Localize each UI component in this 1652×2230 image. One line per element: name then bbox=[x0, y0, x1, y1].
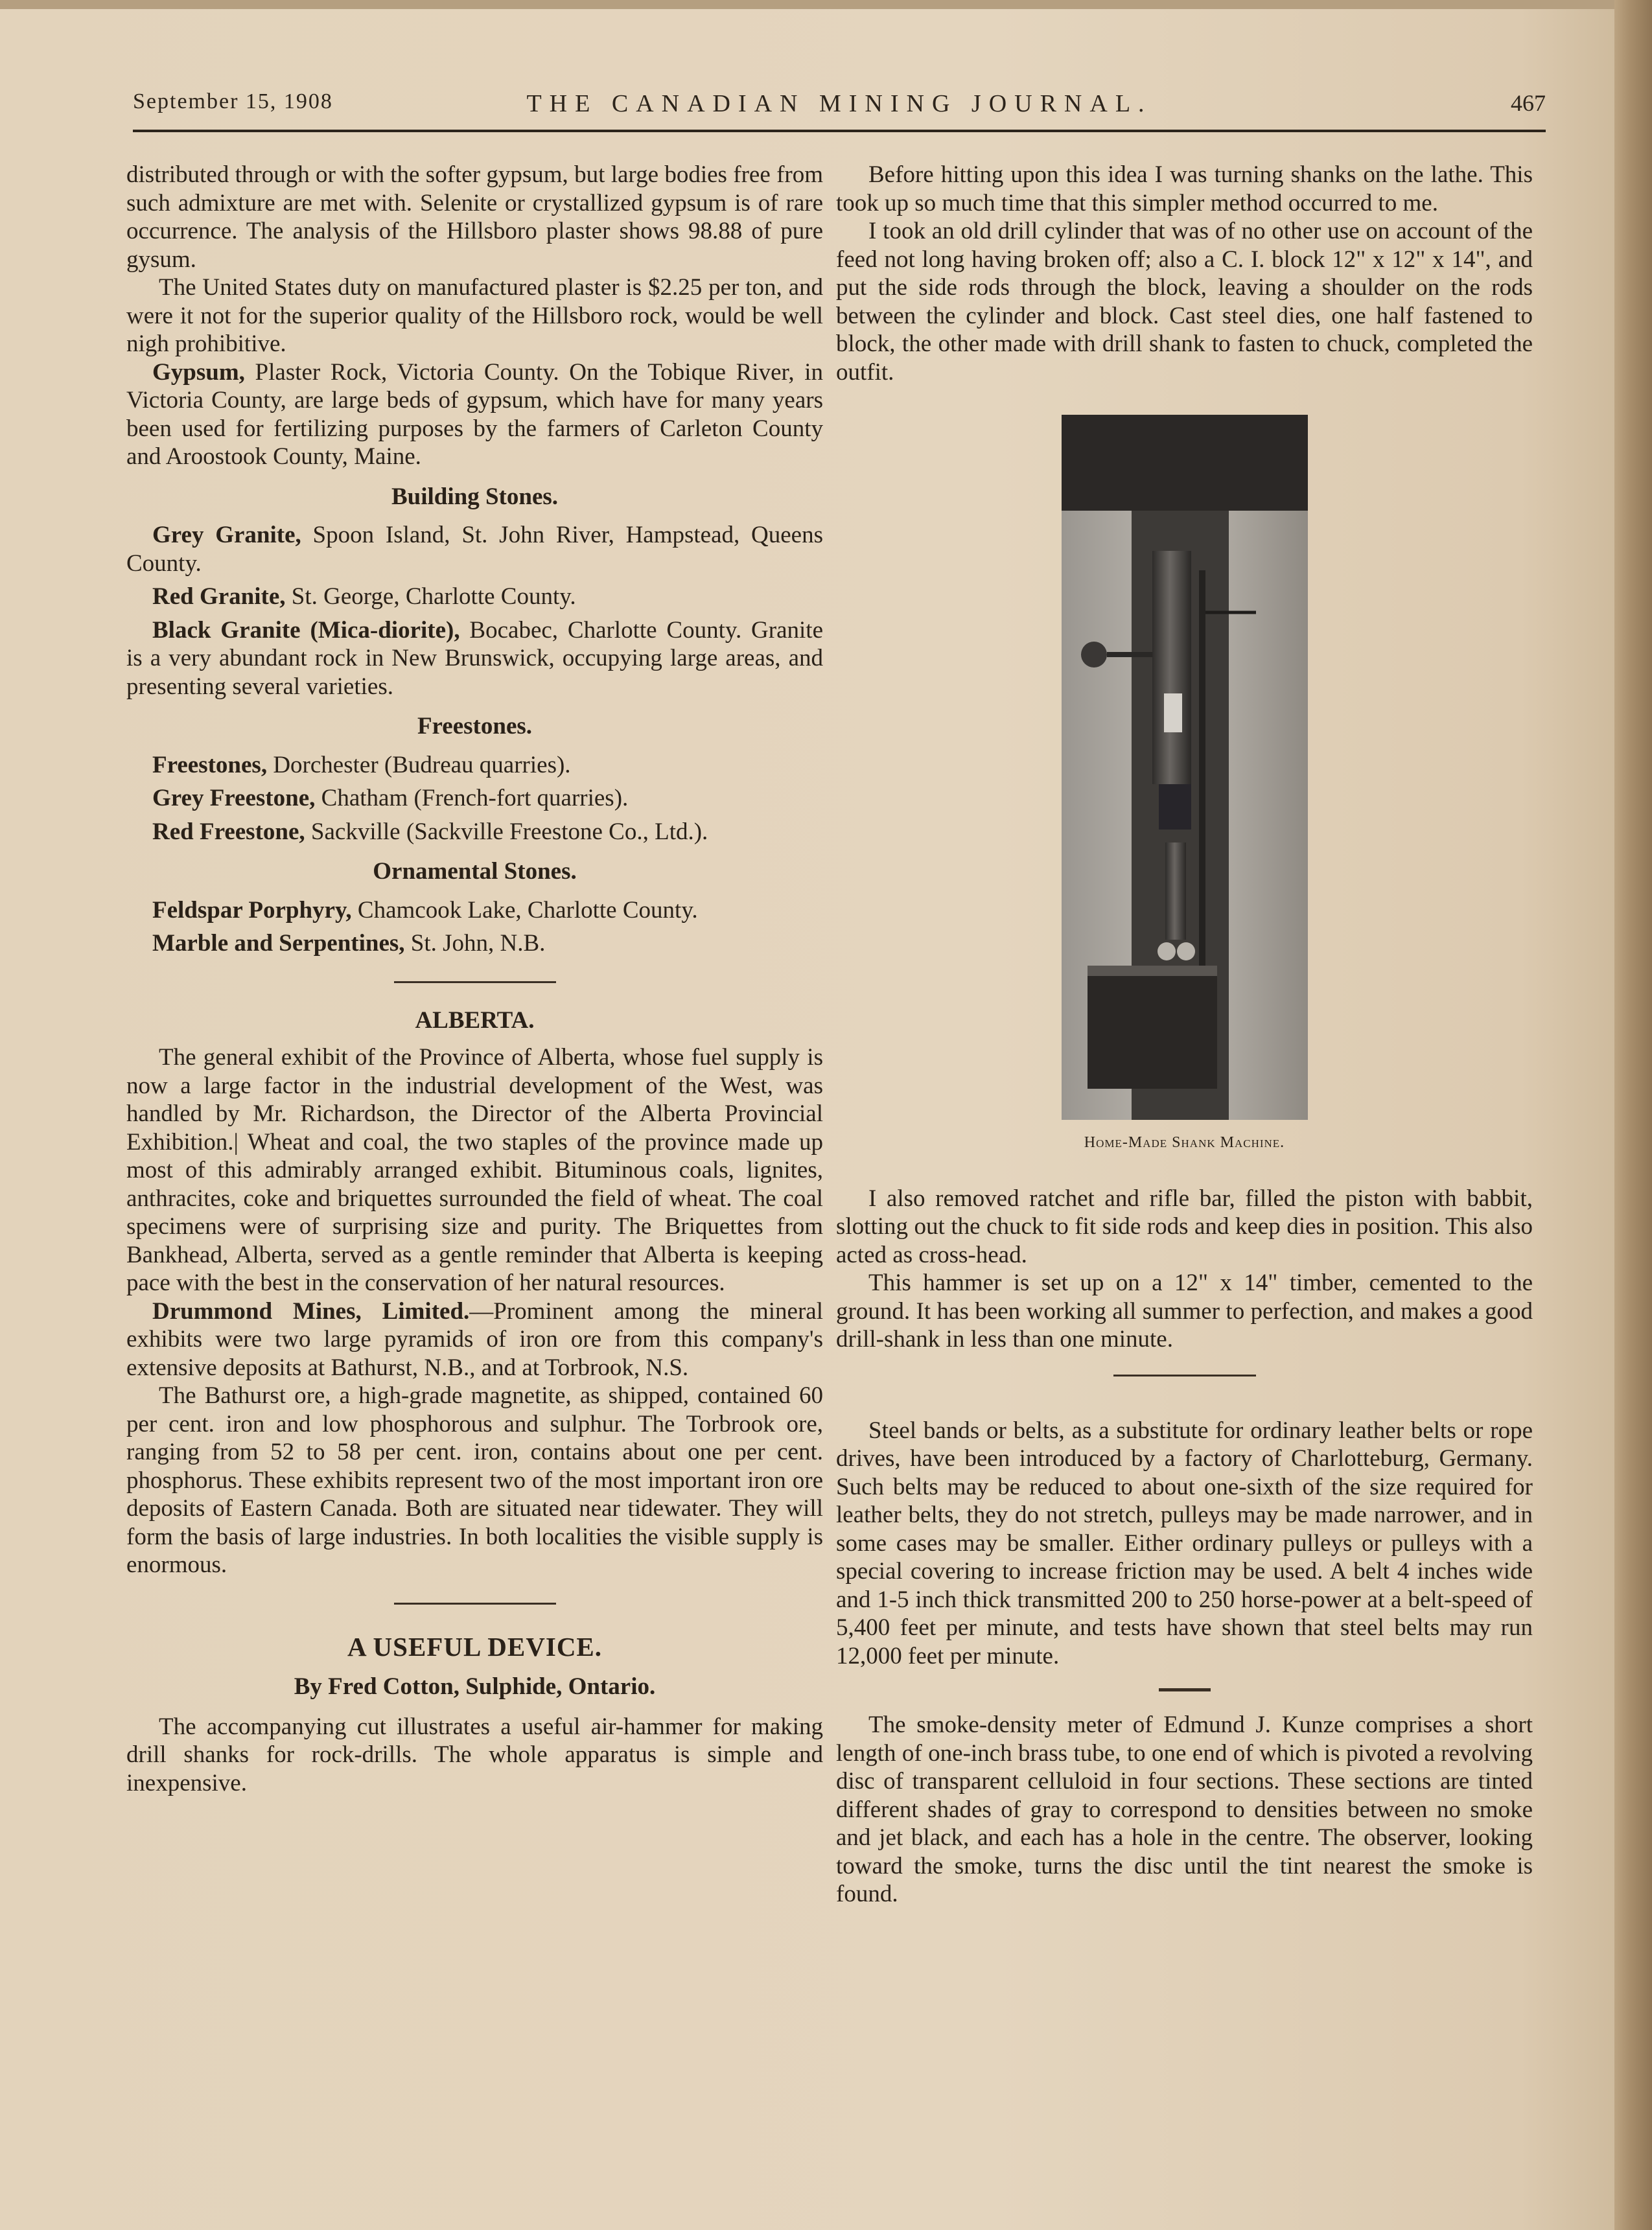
drummond-text: —Prominent among the mineral exhibits were two large pyramids of iron ore from this company's extensive deposits at Bathurst, N.B., and at Torbrook, N.S. bbox=[126, 1297, 824, 1381]
useful-device-heading: A USEFUL DEVICE. bbox=[347, 1631, 603, 1662]
alberta-heading: ALBERTA. bbox=[415, 1006, 535, 1034]
marble-term: Marble and Serpentines, bbox=[152, 930, 405, 957]
drill-cylinder bbox=[1152, 551, 1191, 784]
page-top-edge bbox=[0, 0, 1652, 9]
red-granite-text: St. George, Charlotte County. bbox=[285, 583, 576, 610]
black-granite-term: Black Granite (Mica-diorite), bbox=[152, 616, 460, 644]
right-column bbox=[836, 161, 1533, 1909]
page-binding-shadow bbox=[1614, 0, 1652, 2230]
drummond-entry bbox=[126, 1297, 823, 1382]
grey-granite-text: Spoon Island, St. John River, Hampstead, Queens County. bbox=[126, 522, 823, 577]
us-duty-paragraph: The United States duty on manufactured plaster is $2.25 per ton, and were it not for the superior quality of the Hillsboro rock, would be well nigh prohibitive. bbox=[126, 274, 823, 357]
grey-freestone-entry bbox=[126, 784, 823, 813]
valve-knob bbox=[1081, 642, 1107, 668]
running-header bbox=[133, 84, 1546, 123]
gypsum-entry bbox=[126, 358, 823, 471]
ci-block-top bbox=[1088, 966, 1217, 976]
feldspar-entry bbox=[126, 896, 823, 925]
feldspar-term: Feldspar Porphyry, bbox=[152, 896, 352, 923]
ornamental-stones-heading: Ornamental Stones. bbox=[373, 858, 577, 885]
building-stones-heading: Building Stones. bbox=[391, 483, 559, 510]
freestones-text: Dorchester (Budreau quarries). bbox=[267, 751, 571, 778]
figure-caption: Home-Made Shank Machine. bbox=[1084, 1134, 1285, 1151]
header-rule bbox=[133, 130, 1546, 132]
header-page-number: 467 bbox=[1511, 90, 1546, 116]
red-freestone-term: Red Freestone, bbox=[152, 818, 305, 845]
shank-machine-figure bbox=[1062, 415, 1308, 1120]
section-divider bbox=[394, 981, 556, 983]
gypsum-term: Gypsum, bbox=[152, 358, 245, 386]
ci-block bbox=[1088, 966, 1217, 1089]
feldspar-text: Chamcook Lake, Charlotte County. bbox=[351, 896, 698, 923]
grey-granite-entry bbox=[126, 521, 823, 577]
left-column bbox=[126, 161, 823, 1797]
black-granite-text: Bocabec, Charlotte County. Granite is a very abundant rock in New Brunswick, occupying large areas, and presenting several varieties. bbox=[126, 616, 824, 700]
drill-cylinder-paragraph: I took an old drill cylinder that was of no other use on account of the feed not long having broken off; also a C. I. block 12" x 12" x 14", and put the side rods through the block, leaving a shoulder on the rods between the cylinder and block. Cast steel dies, one half fastened to block, the other made with drill shank to fasten to chuck, completed the outfit. bbox=[836, 218, 1533, 386]
ratchet-paragraph: I also removed ratchet and rifle bar, filled the piston with babbit, slotting out the chuck to fit side rods and keep dies in position. This also acted as cross-head. bbox=[836, 1185, 1533, 1268]
alberta-paragraph: The general exhibit of the Province of Alberta, whose fuel supply is now a large factor in the industrial development of the West, was handled by Mr. Richardson, the Director of the Alberta Provincial Exhibition.| Wheat and coal, the two staples of the province made up most of this admirably arranged exhibit. Bituminous coals, lignites, anthracites, coke and briquettes surrounded the field of wheat. The coal specimens were of surprising size and purity. The Briquettes from Bankhead, Alberta, served as a gentle reminder that Alberta is keeping pace with the best in the conservation of her natural resources. bbox=[126, 1044, 823, 1296]
red-freestone-entry bbox=[126, 818, 823, 846]
steel-belts-paragraph: Steel bands or belts, as a substitute for ordinary leather belts or rope drives, have been introduced by a factory of Charlotteburg, Germany. Such belts may be reduced to about one-sixth of the size required for leather belts, they do not stretch, pulleys may be made narrower, and in some cases may be smaller. Either ordinary pulleys or pulleys with a special covering to increase friction may be used. A belt 4 inches wide and 1-5 inch thick transmitted 200 to 250 horse-power at a belt-speed of 5,400 feet per minute, and tests have shown that steel belts may run 12,000 feet per minute. bbox=[836, 1417, 1533, 1669]
red-freestone-text: Sackville (Sackville Freestone Co., Ltd.). bbox=[305, 818, 708, 845]
black-granite-entry bbox=[126, 616, 823, 701]
piston-highlight bbox=[1164, 693, 1182, 732]
section-divider bbox=[394, 1603, 556, 1605]
shank-machine-photo bbox=[1062, 415, 1308, 1120]
red-granite-entry bbox=[126, 583, 823, 611]
die-left bbox=[1158, 942, 1176, 960]
chuck bbox=[1159, 784, 1191, 830]
bathurst-paragraph: The Bathurst ore, a high-grade magnetite, as shipped, contained 60 per cent. iron and low phosphorous and sulphur. The Torbrook ore, ranging from 52 to 58 per cent. iron, contains about one per cent. phosphorus. These exhibits represent two of the most important iron ore deposits of Eastern Canada. Both are situated near tidewater. They will form the basis of large industries. In both localities the visible supply is enormous. bbox=[126, 1382, 823, 1578]
grey-freestone-text: Chatham (French-fort quarries). bbox=[315, 785, 629, 811]
grey-freestone-term: Grey Freestone, bbox=[152, 785, 316, 811]
timber-top bbox=[1062, 415, 1308, 511]
freestones-entry bbox=[126, 751, 823, 780]
drill-shank bbox=[1165, 842, 1186, 940]
gypsum-continuation-paragraph: distributed through or with the softer gypsum, but large bodies free from such admixture are met with. Selenite or crystallized gypsum is of rare occurrence. The analysis of the Hillsboro plaster shows 98.88 of pure gysum. bbox=[126, 161, 823, 273]
grey-granite-term: Grey Granite, bbox=[152, 522, 301, 548]
freestones-heading: Freestones. bbox=[417, 713, 533, 739]
device-intro-paragraph: The accompanying cut illustrates a useful air-hammer for making drill shanks for rock-drills. The whole apparatus is simple and inexpensive. bbox=[126, 1713, 823, 1796]
article-byline: By Fred Cotton, Sulphide, Ontario. bbox=[294, 1673, 656, 1700]
header-date: September 15, 1908 bbox=[133, 89, 333, 113]
timber-setup-paragraph: This hammer is set up on a 12" x 14" timber, cemented to the ground. It has been working all summer to perfection, and makes a good drill-shank in less than one minute. bbox=[836, 1270, 1533, 1353]
smoke-meter-paragraph: The smoke-density meter of Edmund J. Kunze comprises a short length of one-inch brass tube, to one end of which is pivoted a revolving disc of transparent celluloid in four sections. These sections are tinted different shades of gray to correspond to densities between no smoke and jet black, and each has a hole in the centre. The observer, looking toward the smoke, turns the disc until the tint nearest the smoke is found. bbox=[836, 1712, 1533, 1907]
gypsum-text: Plaster Rock, Victoria County. On the Tobique River, in Victoria County, are large beds of gypsum, which have for many years been used for fertilizing purposes by the farmers of Carleton County and Aroostook County, Maine. bbox=[126, 358, 823, 470]
lathe-paragraph: Before hitting upon this idea I was turning shanks on the lathe. This took up so much time that this simpler method occurred to me. bbox=[836, 161, 1533, 216]
marble-text: St. John, N.B. bbox=[404, 930, 546, 957]
freestones-term: Freestones, bbox=[152, 751, 268, 778]
header-journal-title: THE CANADIAN MINING JOURNAL. bbox=[526, 90, 1152, 117]
red-granite-term: Red Granite, bbox=[152, 583, 286, 610]
drummond-term: Drummond Mines, Limited. bbox=[152, 1297, 470, 1325]
section-divider bbox=[1113, 1375, 1256, 1376]
section-divider-short bbox=[1159, 1688, 1211, 1691]
marble-entry bbox=[126, 929, 823, 958]
die-right bbox=[1177, 942, 1195, 960]
